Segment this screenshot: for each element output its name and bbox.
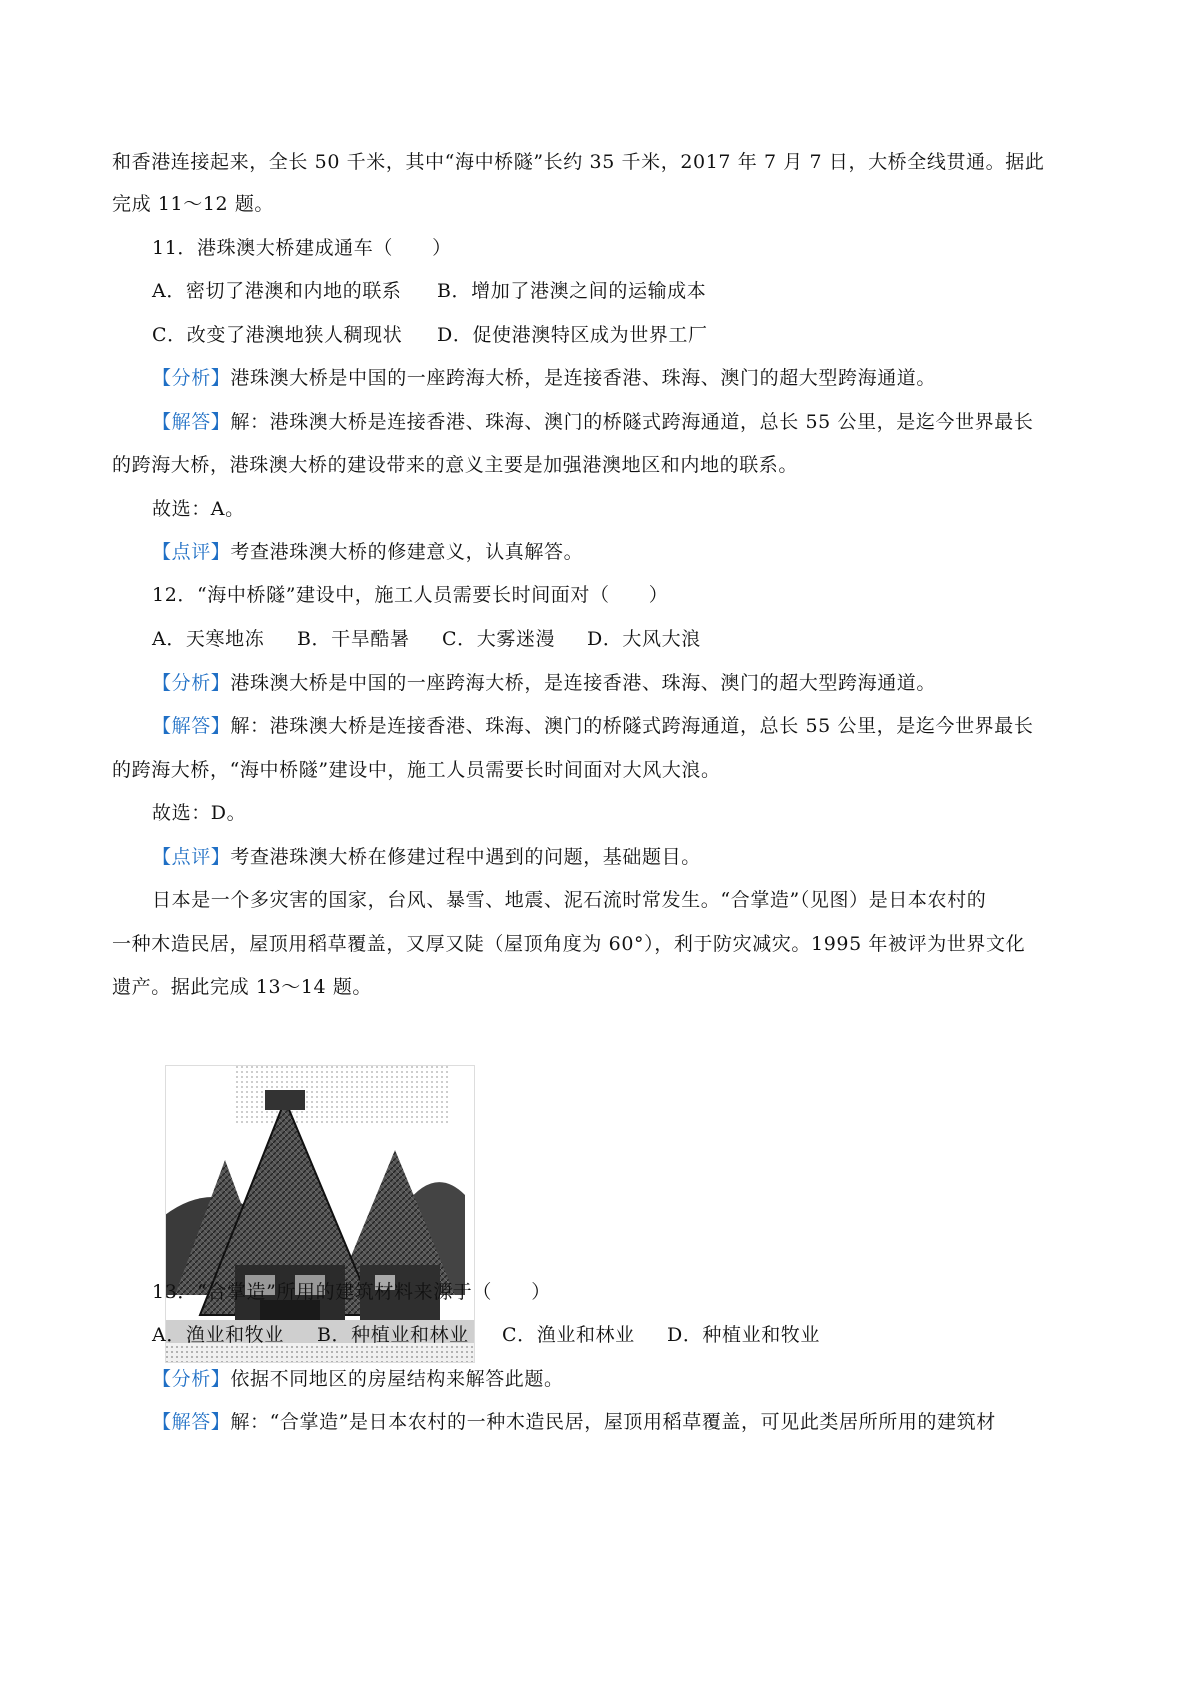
q11-option-b: B．增加了港澳之间的运输成本 [437, 280, 707, 302]
comment-tag: 【点评】 [152, 846, 231, 868]
q13-option-b: B．种植业和林业 [317, 1324, 469, 1346]
q13-option-a: A．渔业和牧业 [152, 1324, 284, 1346]
q13-options-row [152, 1323, 820, 1347]
q13-stem: 13．“合掌造”所用的建筑材料来源于（ ） [152, 1281, 551, 1303]
analysis-tag: 【分析】 [152, 1368, 231, 1390]
analysis-text: 依据不同地区的房屋结构来解答此题。 [230, 1368, 564, 1390]
answer-text: 解：港珠澳大桥是连接香港、珠海、澳门的桥隧式跨海通道，总长 55 公里，是迄今世界最长 [230, 715, 1034, 737]
q12-options-row [152, 627, 701, 651]
analysis-tag: 【分析】 [152, 672, 231, 694]
answer-tag: 【解答】 [152, 715, 231, 737]
intro-line-2: 完成 11～12 题。 [112, 193, 275, 215]
q11-options-row-1 [152, 279, 706, 303]
comment-tag: 【点评】 [152, 541, 231, 563]
q13-answer-line-1 [152, 1410, 996, 1434]
answer-tag: 【解答】 [152, 411, 231, 433]
q12-stem: 12．“海中桥隧”建设中，施工人员需要长时间面对（ ） [152, 584, 669, 606]
q12-comment [152, 845, 701, 869]
q12-option-c: C．大雾迷漫 [442, 628, 556, 650]
comment-text: 考查港珠澳大桥在修建过程中遇到的问题，基础题目。 [230, 846, 701, 868]
comment-text: 考查港珠澳大桥的修建意义，认真解答。 [230, 541, 584, 563]
q11-answer-line-1 [152, 410, 1033, 434]
q12-choice: 故选：D。 [152, 802, 247, 824]
q13-analysis [152, 1367, 564, 1391]
q11-answer-line-2: 的跨海大桥，港珠澳大桥的建设带来的意义主要是加强港澳地区和内地的联系。 [112, 454, 799, 476]
q11-comment [152, 540, 583, 564]
q11-choice: 故选：A。 [152, 498, 245, 520]
q12-answer-line-2: 的跨海大桥，“海中桥隧”建设中，施工人员需要长时间面对大风大浪。 [112, 759, 721, 781]
japan-intro-line-2: 一种木造民居，屋顶用稻草覆盖，又厚又陡（屋顶角度为 60°），利于防灾减灾。1995 年被评为世界文化 [112, 933, 1026, 955]
q11-analysis [152, 366, 936, 390]
q11-option-d: D．促使港澳特区成为世界工厂 [437, 324, 708, 346]
answer-tag: 【解答】 [152, 1411, 231, 1433]
q12-option-a: A．天寒地冻 [152, 628, 265, 650]
q12-answer-line-1 [152, 714, 1033, 738]
analysis-tag: 【分析】 [152, 367, 231, 389]
q12-option-d: D．大风大浪 [587, 628, 701, 650]
japan-intro-line-1: 日本是一个多灾害的国家，台风、暴雪、地震、泥石流时常发生。“合掌造”（见图）是日本农村的 [152, 889, 987, 911]
q13-option-d: D．种植业和牧业 [667, 1324, 821, 1346]
analysis-text: 港珠澳大桥是中国的一座跨海大桥，是连接香港、珠海、澳门的超大型跨海通道。 [230, 672, 937, 694]
q11-stem: 11．港珠澳大桥建成通车（ ） [152, 237, 452, 259]
q11-options-row-2 [152, 323, 708, 347]
intro-line-1: 和香港连接起来，全长 50 千米，其中“海中桥隧”长约 35 千米，2017 年 7 月 7 日，大桥全线贯通。据此 [112, 151, 1045, 173]
gassho-zukuri-photo [165, 1065, 475, 1363]
q12-analysis [152, 671, 936, 695]
q12-option-b: B．干旱酷暑 [297, 628, 410, 650]
q13-option-c: C．渔业和林业 [502, 1324, 635, 1346]
analysis-text: 港珠澳大桥是中国的一座跨海大桥，是连接香港、珠海、澳门的超大型跨海通道。 [230, 367, 937, 389]
answer-text: 解：“合掌造”是日本农村的一种木造民居，屋顶用稻草覆盖，可见此类居所所用的建筑材 [230, 1411, 996, 1433]
answer-text: 解：港珠澳大桥是连接香港、珠海、澳门的桥隧式跨海通道，总长 55 公里，是迄今世界最长 [230, 411, 1034, 433]
q11-option-a: A．密切了港澳和内地的联系 [152, 280, 402, 302]
japan-intro-line-3: 遗产。据此完成 13～14 题。 [112, 976, 373, 998]
q11-option-c: C．改变了港澳地狭人稠现状 [152, 324, 403, 346]
